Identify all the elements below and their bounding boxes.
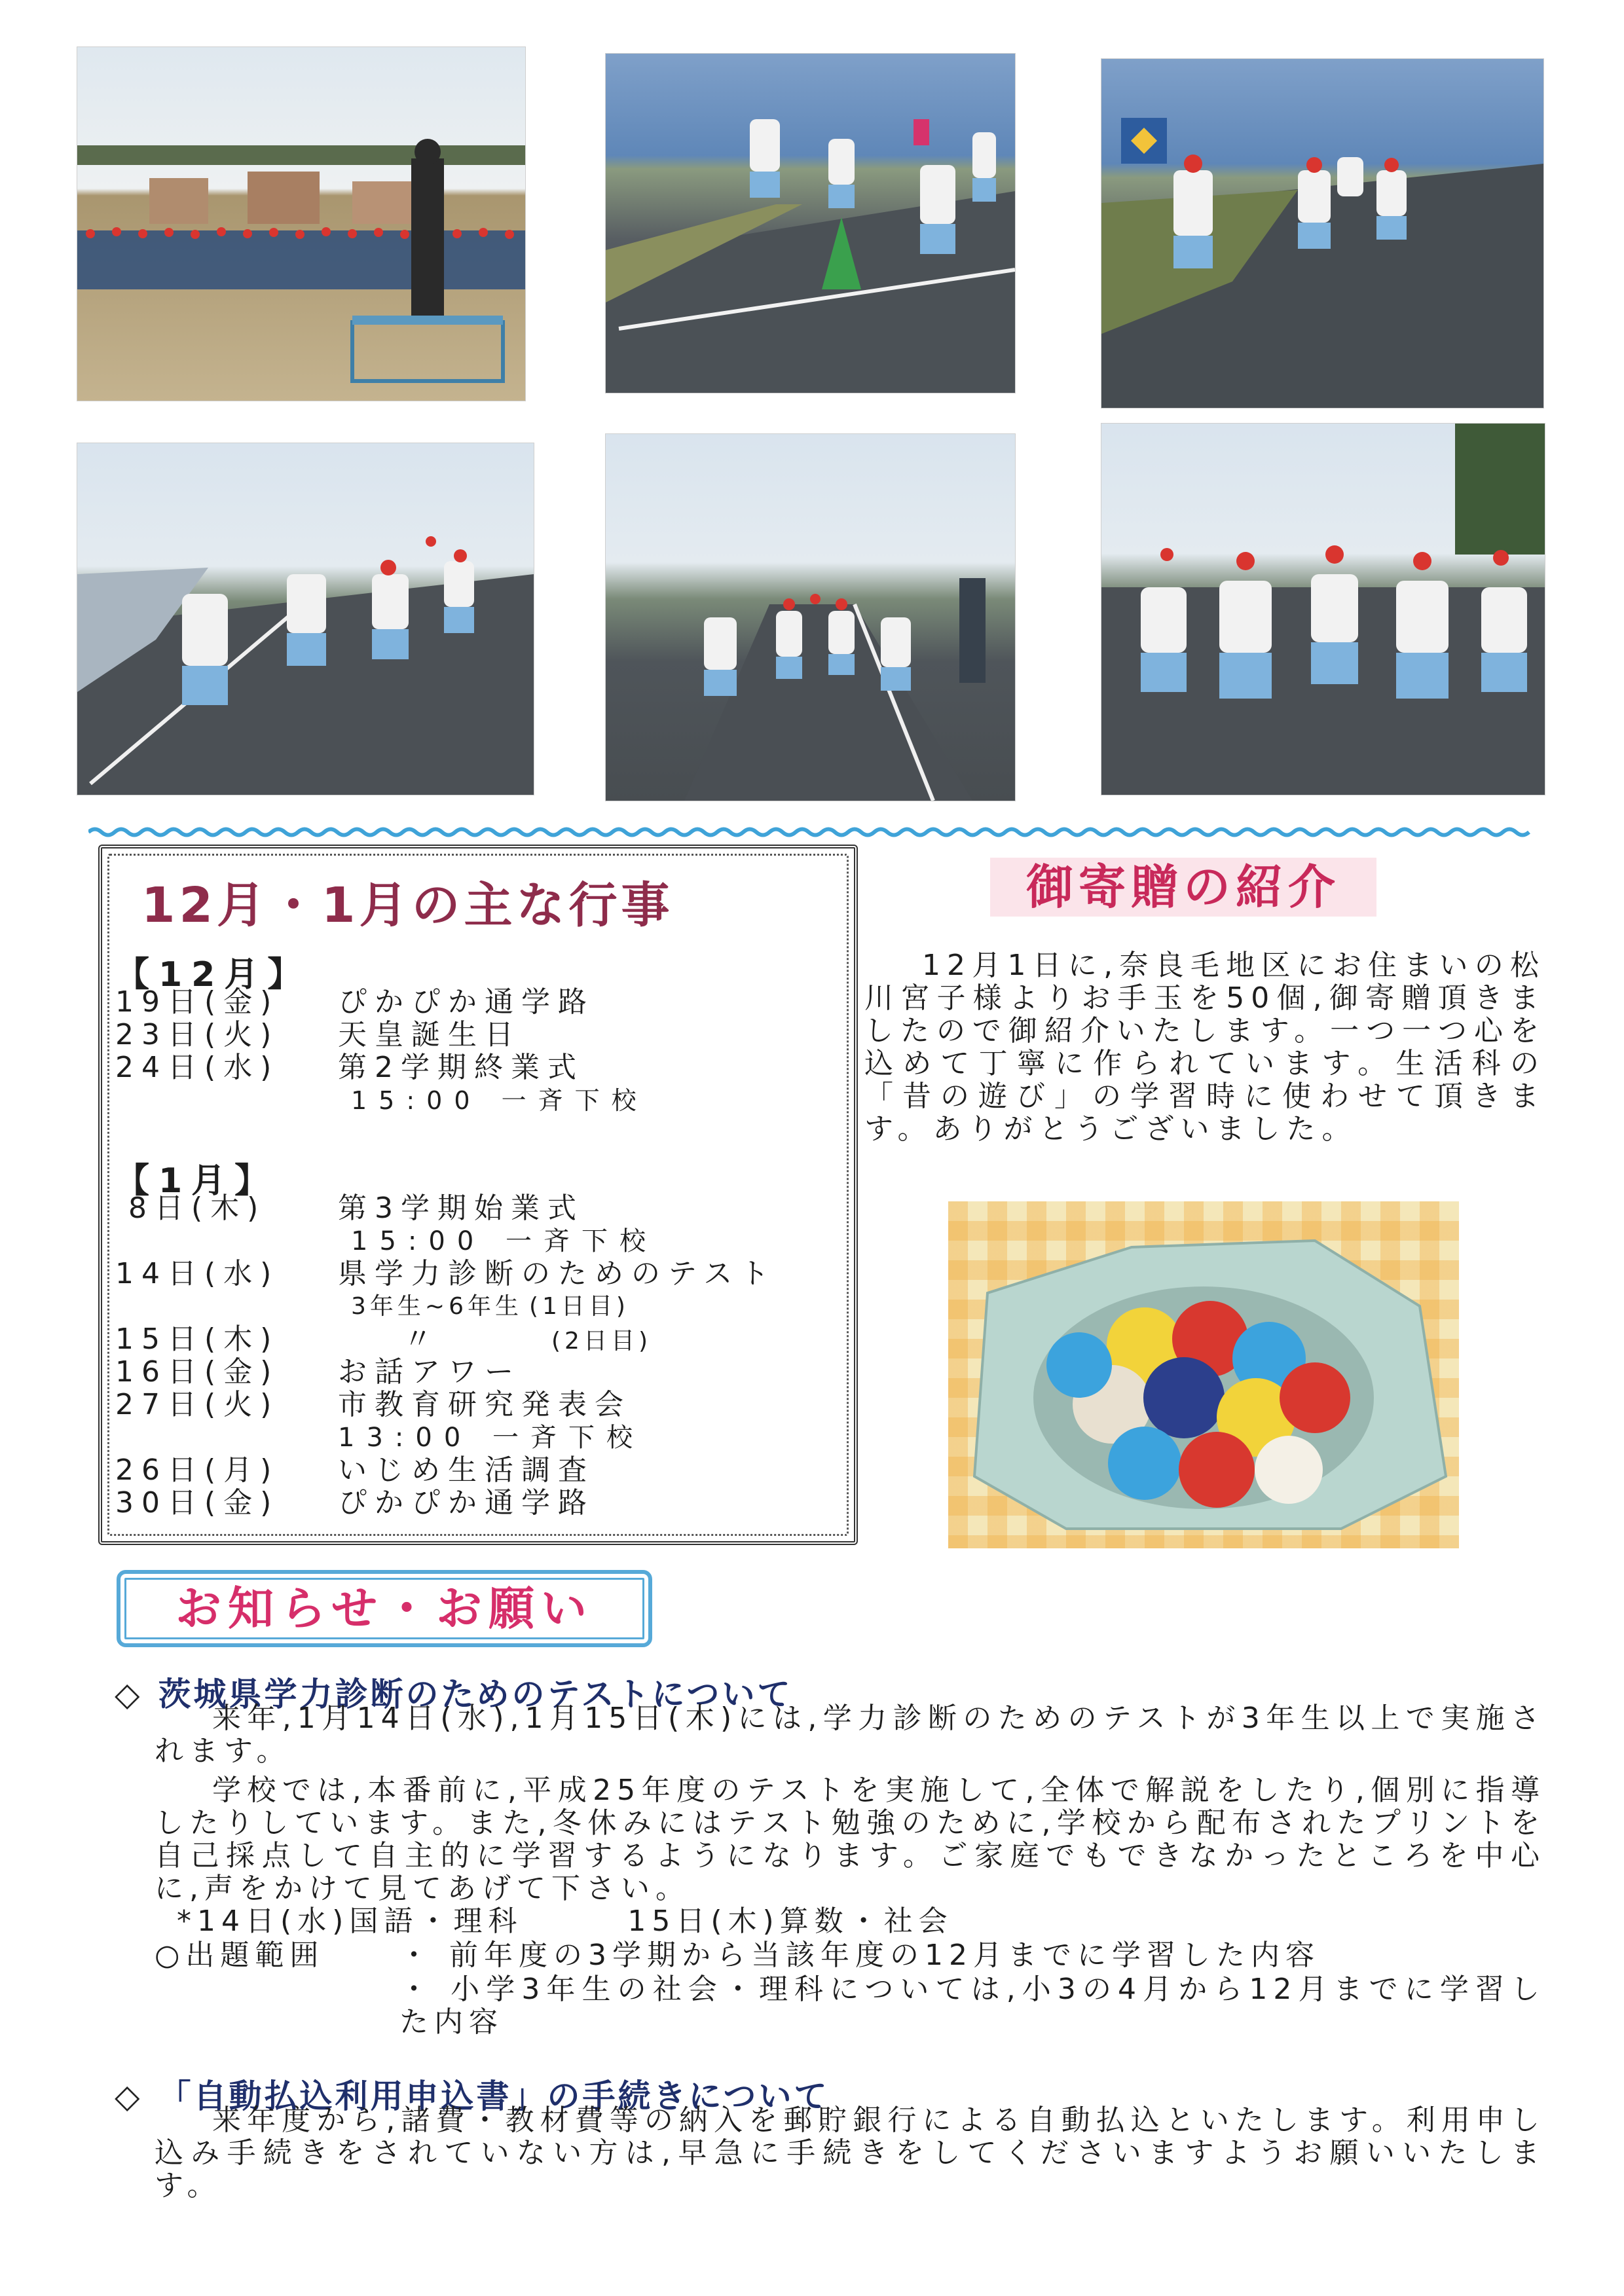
event-date: 23日(火) [115, 1018, 280, 1051]
event-row [115, 1356, 521, 1389]
event-row [128, 1192, 584, 1225]
january-heading: 【1月】 [115, 1161, 278, 1201]
event-note-day2: (2日目) [551, 1328, 652, 1355]
scope-item-2: ・ 小学3年生の社会・理科については,小3の4月から12月までに学習した内容 [399, 1973, 1545, 2039]
events-title: 12月・1月の主な行事 [141, 877, 674, 934]
event-note-day1: (1日目) [528, 1293, 629, 1320]
photo-marathon-lakeside [1101, 59, 1543, 408]
event-text: 〃 [403, 1322, 440, 1356]
section2-para: 来年度から,諸費・教材費等の納入を郵貯銀行による自動払込といたします。利用申し込み手続きをされていない方は,早急に手続きをしてくださいますようお願いいたします。 [155, 2104, 1545, 2202]
event-row [115, 1019, 521, 1051]
events-box [98, 845, 858, 1545]
event-row [115, 1323, 652, 1356]
event-date: 19日(金) [115, 985, 280, 1019]
event-date: 16日(金) [115, 1355, 280, 1389]
event-date: 27日(火) [115, 1388, 280, 1421]
event-text: 第3学期始業式 [338, 1192, 584, 1225]
event-row [115, 1051, 584, 1084]
event-note: 15:00 一斉下校 [351, 1086, 648, 1115]
test-schedule-day1: *14日(水)国語・理科 [177, 1904, 523, 1938]
diamond-bullet-icon: ◇ [115, 1675, 143, 1713]
event-note: 13:00 一斉下校 [338, 1423, 644, 1453]
notice-title: お知らせ・お願い [117, 1570, 652, 1647]
scope-label: ○出題範囲 [155, 1939, 325, 1972]
event-date: 15日(木) [115, 1322, 280, 1356]
event-text: 第2学期終業式 [338, 1051, 584, 1084]
photo-marathon-runners-1 [77, 443, 534, 795]
event-note-grade: 3年生~6年生 [351, 1293, 523, 1320]
test-schedule-day2: 15日(木)算数・社会 [627, 1904, 953, 1938]
event-date: 24日(水) [115, 1051, 280, 1084]
photo-otedama-beanbags [948, 1201, 1459, 1548]
event-row [115, 986, 595, 1019]
event-date: 14日(水) [115, 1257, 280, 1290]
test-schedule [177, 1905, 953, 1938]
event-text: 県学力診断のためのテスト [338, 1257, 777, 1290]
gift-text: 12月1日に,奈良毛地区にお住まいの松川宮子様よりお手玉を50個,御寄贈頂きましたので御紹介いたします。一つ一つ心を込めて丁寧に作られています。生活科の「昔の遊び」の学習時に使わせて頂きます。ありがとうございました。 [864, 949, 1545, 1146]
event-note [351, 1290, 629, 1323]
event-text: お話アワー [338, 1355, 521, 1389]
decorative-wave-divider [88, 826, 1536, 838]
diamond-bullet-icon: ◇ [115, 2077, 143, 2115]
event-text: ぴかぴか通学路 [338, 1486, 595, 1520]
event-row [115, 1258, 777, 1290]
event-text: 天皇誕生日 [338, 1018, 521, 1051]
event-text: ぴかぴか通学路 [338, 985, 595, 1019]
scope-item-1: ・ 前年度の3学期から当該年度の12月までに学習した内容 [399, 1939, 1320, 1972]
photo-marathon-start-cone [606, 54, 1015, 393]
event-row [115, 1454, 595, 1487]
event-row [115, 1389, 631, 1421]
event-date: 30日(金) [115, 1486, 280, 1520]
december-heading: 【12月】 [115, 955, 311, 994]
event-date: 8日(木) [128, 1192, 267, 1225]
section2-heading-text: 「自動払込利用申込書」の手続きについて [158, 2077, 830, 2115]
photo-marathon-runners-3 [1101, 424, 1545, 795]
photo-assembly-ground [77, 47, 525, 401]
section1-para1: 来年,1月14日(水),1月15日(木)には,学力診断のためのテストが3年生以上で実施されます。 [155, 1702, 1545, 1768]
section1-para2: 学校では,本番前に,平成25年度のテストを実施して,全体で解説をしたり,個別に指導したりしています。また,冬休みにはテスト勉強のために,学校から配布されたプリントを自己採点して自主的に学習するようになります。ご家庭でもできなかったところを中心に,声をかけて見てあげて下さい。 [155, 1774, 1545, 1905]
section1-heading-text: 茨城県学力診断のためのテストについて [158, 1675, 793, 1713]
event-date: 26日(月) [115, 1453, 280, 1487]
event-row [115, 1487, 595, 1520]
event-note: 15:00 一斉下校 [351, 1226, 657, 1256]
event-text: いじめ生活調査 [338, 1453, 595, 1487]
event-text: 市教育研究発表会 [338, 1388, 631, 1421]
photo-marathon-runners-2 [606, 434, 1015, 801]
gift-title: 御寄贈の紹介 [990, 858, 1376, 917]
